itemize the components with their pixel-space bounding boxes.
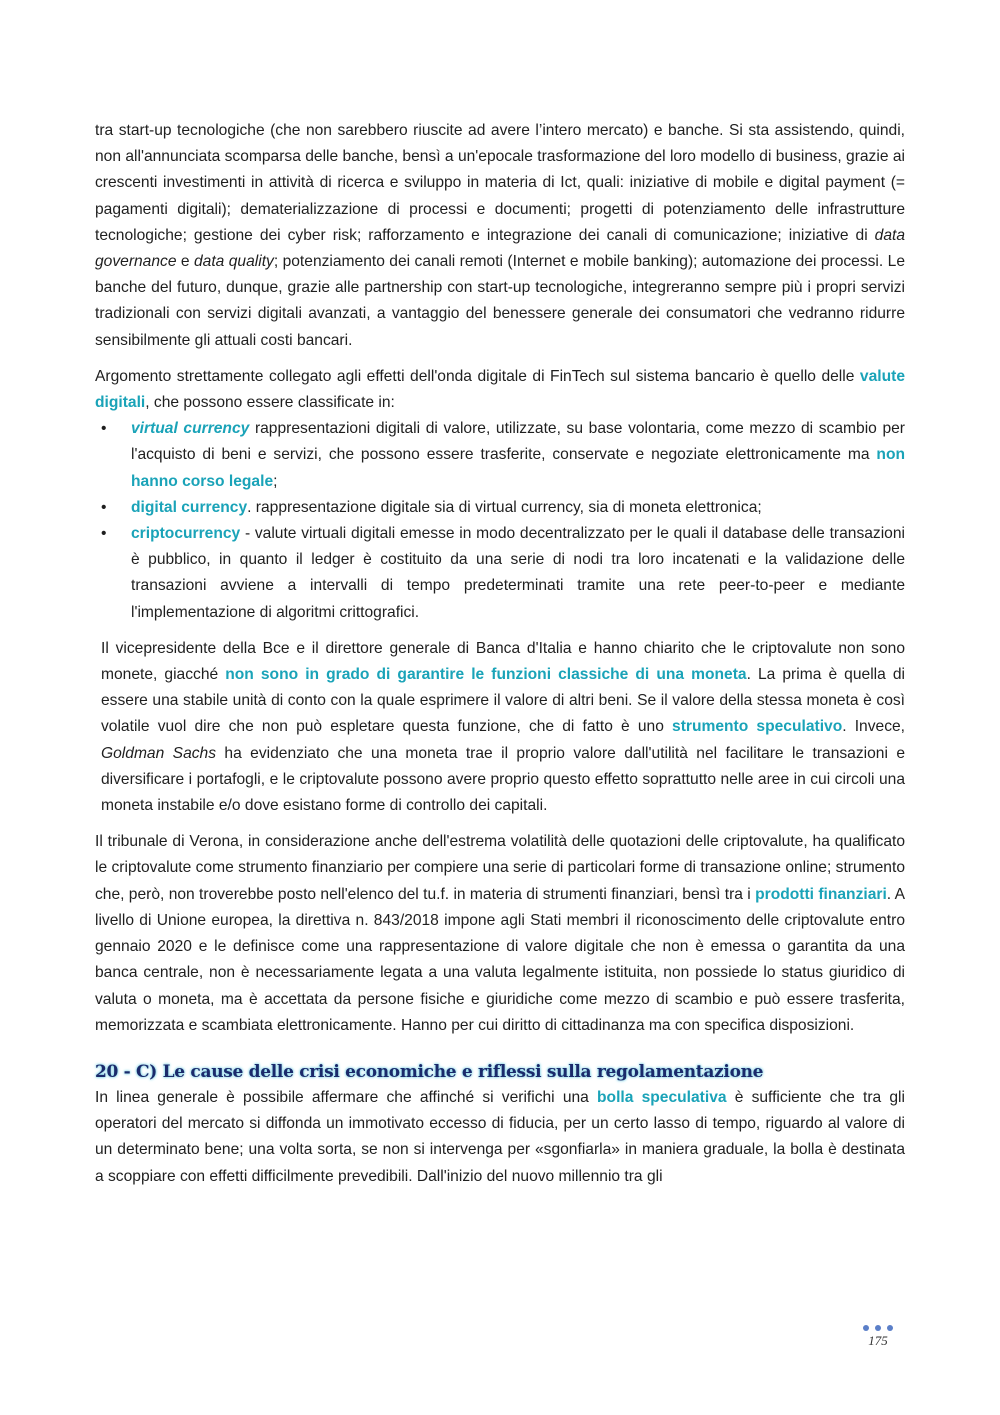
list-term: criptocurrency — [131, 525, 241, 543]
highlight-term: strumento speculativo — [672, 718, 843, 736]
bullet-icon: • — [101, 498, 107, 516]
page-body — [95, 118, 905, 1190]
italic-term: data governance — [95, 226, 905, 271]
list-term: digital currency — [131, 498, 248, 516]
currency-list — [95, 416, 905, 626]
paragraph-4 — [95, 829, 905, 1039]
list-term: virtual currency — [131, 420, 250, 438]
text-run: è sufficiente che tra gli operatori del mercato si diffonda un immotivato eccesso di fiducia, per un certo lasso di tempo, riguardo al valore di un determinato bene; una volta sorta, se non si intervenga per «sgonfiarla» in maniera graduale, la bolla è destinata a scoppiare con effetti difficilmente prevedibili. Dall'inizio del nuovo millennio tra gli — [95, 1088, 905, 1185]
text-run: e — [176, 253, 194, 271]
italic-term: Goldman Sachs — [101, 744, 217, 762]
list-item — [95, 416, 905, 495]
paragraph-1 — [95, 118, 905, 354]
text-run: . rappresentazione digitale sia di virtual currency, sia di moneta elettronica; — [247, 498, 762, 516]
highlight-term: non hanno corso legale — [131, 446, 905, 490]
text-run: In linea generale è possibile affermare che affinché si verifichi una — [95, 1088, 598, 1106]
text-run: . A livello di Unione europea, la direttiva n. 843/2018 impone agli Stati membri il riconoscimento delle criptovalute entro gennaio 2020 e le definisce come una rappresentazione di valore digitale che non è emessa o garantita da una banca centrale, non è necessariamente legata a una valuta legalmente istituita, non possiede lo status giuridico di valuta o moneta, ma è accettata da persone fisiche e giuridiche come mezzo di scambio e può essere trasferita, memorizzata e scambiata elettronicamente. Hanno per cui diritto di cittadinanza ma con specifica disposizioni. — [95, 885, 905, 1034]
highlight-term: non sono in grado di garantire le funzioni classiche di una moneta — [225, 666, 747, 684]
text-run: , che possono essere classificate in: — [145, 394, 395, 412]
bullet-icon: • — [101, 525, 107, 543]
list-item — [95, 521, 905, 626]
highlight-term: valute digitali — [95, 367, 905, 412]
text-run: . La prima è quella di essere una stabile unità di conto con la quale esprimere il valore di altri beni. Se il valore della stessa moneta è così volatile vuol dire che non può espletare questa funzione, che di fatto è uno — [101, 666, 906, 736]
bullet-icon: • — [101, 420, 107, 438]
text-run: - valute virtuali digitali emesse in modo decentralizzato per le quali il database delle transazioni è pubblico, in quanto il ledger è costituito da una serie di nodi tra loro incatenati e la validazione delle transazioni avviene a intervalli di tempo predeterminati tramite una rete peer-to-peer e mediante l'implementazione di algoritmi crittografici. — [131, 525, 905, 621]
text-run: Il tribunale di Verona, in considerazione anche dell'estrema volatilità delle quotazioni delle criptovalute, ha qualificato le criptovalute come strumento finanziario per compiere una serie di particolari forme di transazione online; strumento che, però, non troverebbe posto nell'elenco del tu.f. in materia di strumenti finanziari, bensì tra i — [95, 833, 905, 903]
dots-icon — [858, 1325, 898, 1331]
highlight-term: bolla speculativa — [597, 1088, 727, 1106]
page-number: 175 — [868, 1333, 888, 1348]
text-run: ; potenziamento dei canali remoti (Internet e mobile banking); automazione dei processi. Le banche del futuro, dunque, grazie alle partnership con start-up tecnologiche, integreranno sempre più i propri servizi tradizionali con servizi digitali avanzati, a vantaggio del benessere generale dei consumatori che vedranno ridurre sensibilmente gli attuali costi bancari. — [95, 253, 905, 349]
text-run: Il vicepresidente della Bce e il direttore generale di Banca d'Italia e hanno chiarito che le criptovalute non sono monete, giacché — [101, 639, 905, 684]
text-run: ; — [273, 472, 278, 490]
paragraph-3 — [95, 636, 905, 819]
text-run: . Invece, — [842, 718, 905, 736]
text-run: rappresentazioni digitali di valore, utilizzate, su base volontaria, come mezzo di scambio per l'acquisto di beni e servizi, che possono essere trasferite, conservate e negoziate elettronicamente ma — [131, 420, 905, 464]
section-heading: 20 - C) Le cause delle crisi economiche e riflessi sulla regolamentazione — [95, 1061, 764, 1082]
text-run: tra start-up tecnologiche (che non sarebbero riuscite ad avere l’intero mercato) e banche. Si sta assistendo, quindi, non all'annunciata scomparsa delle banche, bensì a un'epocale trasformazione del loro modello di business, grazie ai crescenti investimenti in attività di ricerca e sviluppo in materia di Ict, quali: iniziative di mobile e digital payment (= pagamenti digitali); dematerializzazione di processi e documenti; progetti di potenziamento delle infrastrutture tecnologiche; gestione dei cyber risk; rafforzamento e integrazione dei canali di comunicazione; iniziative di — [95, 122, 905, 244]
highlight-term: prodotti finanziari — [755, 885, 887, 903]
text-run: ha evidenziato che una moneta trae il proprio valore dall'utilità nel facilitare le transazioni e diversificare i portafogli, e le criptovalute possono avere proprio questo effetto soprattutto nelle aree in cui circoli una moneta instabile e/o dove esistano forme di controllo dei capitali. — [101, 744, 905, 815]
paragraph-5 — [95, 1085, 905, 1190]
list-item — [95, 495, 905, 521]
italic-term: data quality — [194, 253, 274, 271]
text-run: Argomento strettamente collegato agli effetti dell'onda digitale di FinTech sul sistema bancario è quello delle — [95, 367, 860, 385]
page-footer — [858, 1325, 898, 1349]
paragraph-2 — [95, 364, 905, 416]
